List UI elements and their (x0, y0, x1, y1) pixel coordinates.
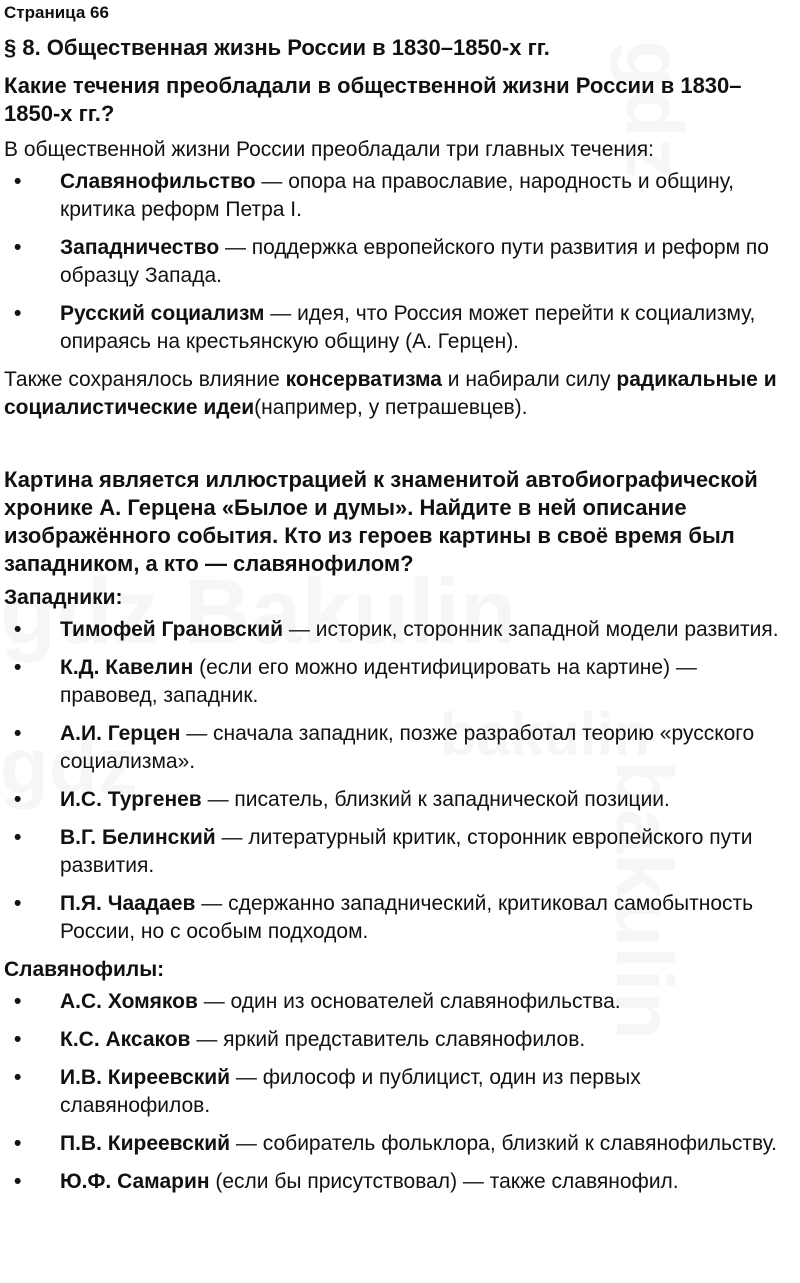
item-term: П.В. Киреевский (60, 1132, 231, 1155)
list-item (4, 720, 796, 776)
bullet-icon: • (14, 618, 22, 641)
page-number-label: Страница 66 (4, 3, 109, 22)
list-item (4, 234, 796, 290)
outro-term-radical: радикальные и социалистические идеи (4, 368, 777, 419)
item-text: — сначала западник, позже разработал теорию «русского социализма». (60, 722, 755, 773)
list-item (4, 988, 796, 1016)
bullet-icon: • (14, 788, 22, 811)
bullet-icon: • (14, 170, 22, 193)
item-text: — опора на православие, народность и общину, критика реформ Петра I. (60, 170, 734, 221)
list-item (4, 168, 796, 224)
item-text: — поддержка европейского пути развития и реформ по образцу Запада. (60, 236, 769, 287)
spacer (4, 422, 796, 456)
list-item (4, 616, 796, 644)
answer-1-outro (4, 366, 796, 422)
westerners-heading: Западники: (4, 586, 123, 609)
item-text: — яркий представитель славянофилов. (190, 1028, 586, 1051)
slavophiles-heading: Славянофилы: (4, 958, 165, 981)
slavophiles-list (4, 988, 796, 1196)
outro-text: и набирали силу (441, 368, 617, 391)
item-text: (если бы присутствовал) — также славянофил. (209, 1170, 679, 1193)
item-text: (если его можно идентифицировать на картине) — правовед, западник. (60, 656, 697, 707)
currents-list (4, 168, 796, 356)
list-item (4, 786, 796, 814)
bullet-icon: • (14, 990, 22, 1013)
list-item (4, 1064, 796, 1120)
item-term: Тимофей Грановский (60, 618, 284, 641)
item-term: В.Г. Белинский (60, 826, 216, 849)
item-term: К.Д. Кавелин (60, 656, 194, 679)
question-1: Какие течения преобладали в общественной жизни России в 1830–1850-х гг.? (4, 73, 742, 126)
list-item (4, 1168, 796, 1196)
item-term: А.С. Хомяков (60, 990, 198, 1013)
item-term: П.Я. Чаадаев (60, 892, 196, 915)
list-item (4, 1130, 796, 1158)
item-text: — сдержанно западнический, критиковал самобытность России, но с особым подходом. (60, 892, 754, 943)
item-term: Славянофильство (60, 170, 256, 193)
bullet-icon: • (14, 892, 22, 915)
item-term: К.С. Аксаков (60, 1028, 191, 1051)
section-title: § 8. Общественная жизнь России в 1830–1850-х гг. (4, 35, 550, 60)
bullet-icon: • (14, 1170, 22, 1193)
list-item (4, 300, 796, 356)
item-text: — литературный критик, сторонник европейского пути развития. (60, 826, 753, 877)
item-text: — собиратель фольклора, близкий к славянофильству. (230, 1132, 777, 1155)
list-item (4, 824, 796, 880)
bullet-icon: • (14, 1132, 22, 1155)
item-term: Западничество (60, 236, 220, 259)
outro-text: Также сохранялось влияние (4, 368, 286, 391)
answer-1-intro: В общественной жизни России преобладали три главных течения: (4, 138, 654, 161)
bullet-icon: • (14, 722, 22, 745)
outro-text: (например, у петрашевцев). (254, 396, 528, 419)
item-term: Русский социализм (60, 302, 265, 325)
bullet-icon: • (14, 826, 22, 849)
item-term: И.С. Тургенев (60, 788, 202, 811)
question-2: Картина является иллюстрацией к знаменитой автобиографической хронике А. Герцена «Былое и думы». Найдите в ней описание изображённого события. Кто из героев картины в своё время был западником, а кто — славянофилом? (4, 467, 758, 576)
item-text: — идея, что Россия может перейти к социализму, опираясь на крестьянскую общину (А. Герцен). (60, 302, 756, 353)
list-item (4, 654, 796, 710)
item-term: Ю.Ф. Самарин (60, 1170, 210, 1193)
list-item (4, 1026, 796, 1054)
item-text: — один из основателей славянофильства. (197, 990, 621, 1013)
item-text: — писатель, близкий к западнической позиции. (201, 788, 670, 811)
bullet-icon: • (14, 236, 22, 259)
item-term: А.И. Герцен (60, 722, 181, 745)
bullet-icon: • (14, 1028, 22, 1051)
item-text: — философ и публицист, один из первых славянофилов. (60, 1066, 641, 1117)
list-item (4, 890, 796, 946)
bullet-icon: • (14, 1066, 22, 1089)
item-text: — историк, сторонник западной модели развития. (283, 618, 779, 641)
item-term: И.В. Киреевский (60, 1066, 231, 1089)
bullet-icon: • (14, 302, 22, 325)
document-body (4, 0, 796, 1206)
outro-term-conservatism: консерватизма (285, 368, 442, 391)
bullet-icon: • (14, 656, 22, 679)
westerners-list (4, 616, 796, 946)
